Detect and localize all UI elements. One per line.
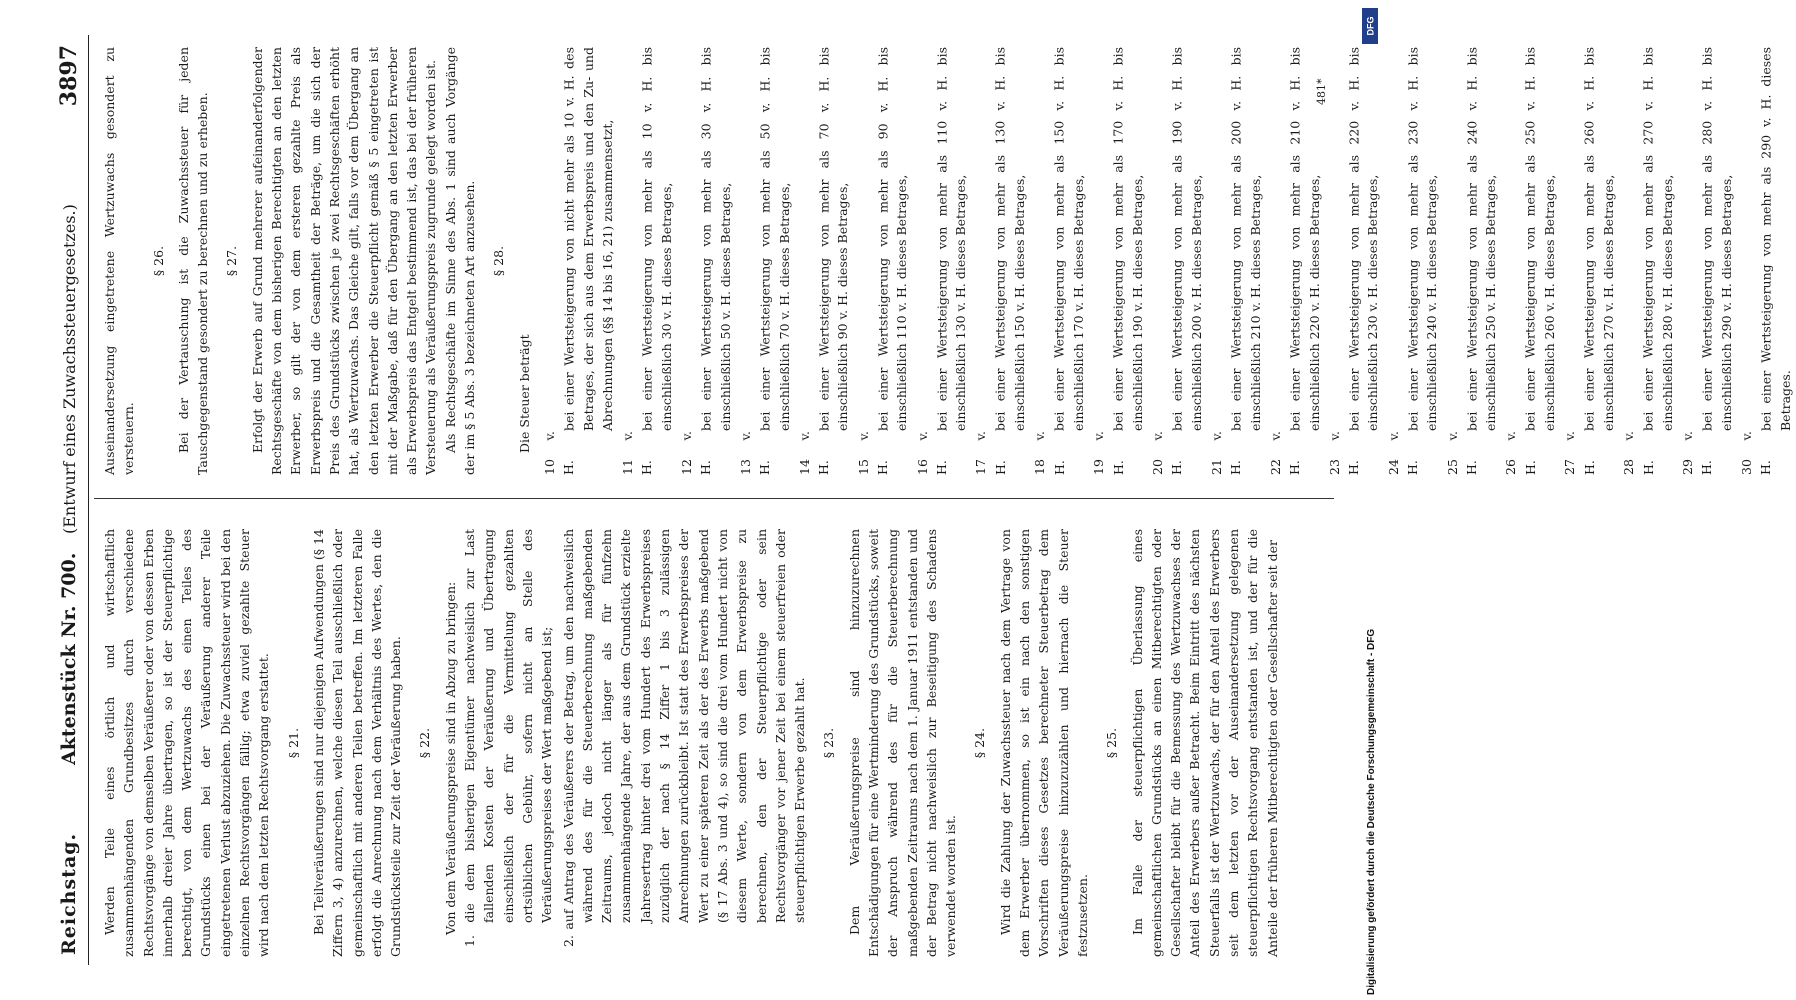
rate-percent: 17 v. H. xyxy=(973,431,1008,475)
rate-text: bei einer Wertsteigerung von mehr als 270 v. H. bis einschließlich 280 v. H. dieses Betrages, xyxy=(1640,47,1675,431)
paragraph: Bei der Vertauschung ist die Zuwachssteuer für jeden Tauschgegenstand gesondert zu berechnen und zu erheben. xyxy=(175,47,211,475)
rate-text: bei einer Wertsteigerung von mehr als 130 v. H. bis einschließlich 150 v. H. dieses Betrages, xyxy=(992,47,1028,431)
rate-row xyxy=(1737,47,1795,475)
rate-text: bei einer Wertsteigerung von nicht mehr als 10 v. H. des Betrages, der sich aus dem Erwerbspreis und den Zu- und Abrechnungen (§§ 14 bis 16, 21) zusammensetzt, xyxy=(561,47,615,431)
rate-row xyxy=(1443,47,1501,475)
rate-percent: 16 v. H. xyxy=(914,431,949,475)
rate-text: bei einer Wertsteigerung von mehr als 70 v. H. bis einschließlich 90 v. H. dieses Betrages, xyxy=(816,47,851,431)
page-number: 3897 xyxy=(56,45,82,107)
rate-text: bei einer Wertsteigerung von mehr als 50 v. H. bis einschließlich 70 v. H. dieses Betrages, xyxy=(757,47,792,431)
rates-intro: Die Steuer beträgt xyxy=(516,334,532,453)
rate-row xyxy=(736,47,794,475)
header-left: Reichstag. xyxy=(58,832,80,955)
rate-row xyxy=(540,47,617,475)
section-heading: § 24. xyxy=(972,727,988,759)
digitization-credit xyxy=(1366,629,1377,995)
rate-text: bei einer Wertsteigerung von mehr als 280 v. H. bis einschließlich 290 v. H. dieses Betrages, xyxy=(1699,47,1734,431)
rate-percent: 12 v. H. xyxy=(679,431,714,475)
signature-mark: 481* xyxy=(1315,78,1328,105)
rates-list xyxy=(540,47,1795,475)
section-heading: § 26. xyxy=(150,245,166,277)
rate-percent: 25 v. H. xyxy=(1444,431,1479,475)
rate-text: bei einer Wertsteigerung von mehr als 260 v. H. bis einschließlich 270 v. H. dieses Betrages, xyxy=(1581,47,1616,431)
paragraph: Bei Teilveräußerungen sind nur diejenigen Aufwendungen (§ 14 Ziffern 3, 4) anzurechnen, welche diesen Teil ausschließlich oder gemeinschaftlich mit anderen Teilen betreffen. Im letzteren Falle erfolgt die Anrechnung nach dem Verhältnis des Wertes, den die Grundstücksteile zur Zeit der Veräußerung haben. xyxy=(310,529,404,957)
rate-text: bei einer Wertsteigerung von mehr als 110 v. H. bis einschließlich 130 v. H. dieses Betrages, xyxy=(933,47,969,431)
header-title xyxy=(58,204,80,765)
rate-percent: 19 v. H. xyxy=(1091,431,1126,475)
rate-row xyxy=(913,47,971,475)
rate-row xyxy=(1678,47,1736,475)
rate-text: bei einer Wertsteigerung von mehr als 230 v. H. bis einschließlich 240 v. H. dieses Betrages, xyxy=(1405,47,1440,431)
section-heading: § 22. xyxy=(417,727,433,759)
rate-row xyxy=(854,47,912,475)
rate-text: bei einer Wertsteigerung von mehr als 170 v. H. bis einschließlich 190 v. H. dieses Betrages, xyxy=(1110,47,1145,431)
rate-text: bei einer Wertsteigerung von mehr als 150 v. H. bis einschließlich 170 v. H. dieses Betrages, xyxy=(1051,47,1086,431)
credit-text: Digitalisierung gefördert durch die Deutsche Forschungsgemeinschaft - xyxy=(1366,652,1377,995)
rate-text: bei einer Wertsteigerung von mehr als 220 v. H. bis einschließlich 230 v. H. dieses Betrages, xyxy=(1346,47,1381,431)
paragraph: Von dem Veräußerungspreise sind in Abzug zu bringen: xyxy=(442,581,458,935)
section-heading: § 23. xyxy=(821,727,837,759)
rate-row xyxy=(1619,47,1677,475)
paragraph: Im Falle der steuerpflichtigen Überlassung eines gemeinschaftlichen Grundstücks an einen Mitberechtigten oder Gesellschafter bleibt für die Bemessung des Wertzuwachses der Anteil des Erwerbers außer Betracht. Beim Eintritt des nächsten Steuerfalls ist der Wertzuwachs, der für den Anteil des Erwerbers seit dem letzten vor der Auseinandersetzung gelegenen steuerpflichtigen Rechtsvorgang entstanden ist, und der für die Anteile der früheren Mitberechtigten oder Gesellschafter seit der xyxy=(1129,529,1280,957)
rate-text: bei einer Wertsteigerung von mehr als 250 v. H. bis einschließlich 260 v. H. dieses Betrages, xyxy=(1522,47,1558,431)
rate-percent: 27 v. H. xyxy=(1562,431,1597,475)
rate-row xyxy=(1501,47,1559,475)
paragraph: Als Rechtsgeschäfte im Sinne des Abs. 1 sind auch Vorgänge der im § 5 Abs. 3 bezeichneten Art anzusehen. xyxy=(442,47,478,475)
section-heading: § 28. xyxy=(491,245,507,277)
rate-percent: 24 v. H. xyxy=(1385,431,1420,475)
rate-row xyxy=(1266,47,1324,475)
rate-percent: 21 v. H. xyxy=(1209,431,1244,475)
rate-text: bei einer Wertsteigerung von mehr als 240 v. H. bis einschließlich 250 v. H. dieses Betrages, xyxy=(1463,47,1499,431)
rate-row xyxy=(618,47,676,475)
rate-row xyxy=(1325,47,1383,475)
rate-row xyxy=(1089,47,1147,475)
rate-row xyxy=(1148,47,1206,475)
section-heading: § 27. xyxy=(224,245,240,277)
rate-row xyxy=(971,47,1029,475)
credit-dfg: DFG xyxy=(1366,628,1377,650)
rate-percent: 22 v. H. xyxy=(1267,431,1303,475)
rate-text: bei einer Wertsteigerung von mehr als 290 v. H. dieses Betrages. xyxy=(1758,47,1793,431)
paragraph: Wird die Zahlung der Zuwachssteuer nach dem Vertrage von dem Erwerber übernommen, so ist ein nach den sonstigen Vorschriften dieses Gesetzes berechneter Steuerbetrag dem Veräußerungspreise hinzuzuzählen und hiernach die Steuer festzusetzen. xyxy=(997,529,1090,957)
rate-percent: 23 v. H. xyxy=(1326,431,1362,475)
dfg-logo: DFG xyxy=(1362,8,1378,44)
rate-percent: 14 v. H. xyxy=(796,431,832,475)
rate-row xyxy=(1207,47,1265,475)
rate-text: bei einer Wertsteigerung von mehr als 210 v. H. bis einschließlich 220 v. H. dieses Betrages, xyxy=(1287,47,1322,431)
rate-percent: 30 v. H. xyxy=(1739,431,1774,475)
rate-text: bei einer Wertsteigerung von mehr als 200 v. H. bis einschließlich 210 v. H. dieses Betrages, xyxy=(1228,47,1263,431)
rate-percent: 18 v. H. xyxy=(1032,431,1067,475)
rate-percent: 15 v. H. xyxy=(855,431,890,475)
rate-text: bei einer Wertsteigerung von mehr als 30 v. H. bis einschließlich 50 v. H. dieses Betrages, xyxy=(698,47,733,431)
paragraph: Dem Veräußerungspreise sind hinzuzurechnen Entschädigungen für eine Wertminderung des Grundstücks, soweit der Anspruch während des für die Steuerberechnung maßgebenden Zeitraums nach dem 1. Januar 1911 entstanden und der Betrag nicht nachweislich zur Beseitigung des Schadens verwendet worden ist. xyxy=(846,529,959,957)
page-header xyxy=(50,35,89,965)
rate-text: bei einer Wertsteigerung von mehr als 190 v. H. bis einschließlich 200 v. H. dieses Betrages, xyxy=(1169,47,1204,431)
paragraph: Auseinandersetzung eingetretene Wertzuwachs gesondert zu versteuern. xyxy=(102,47,137,475)
rate-row xyxy=(677,47,735,475)
rate-row xyxy=(1560,47,1618,475)
rate-percent: 28 v. H. xyxy=(1621,431,1656,475)
paragraph: Erfolgt der Erwerb auf Grund mehrerer aufeinanderfolgender Rechtsgeschäfte von dem bisherigen Berechtigten an den letzten Erwerber, so gilt der von dem ersteren gezahlte Preis als Erwerbspreis und die Gesamtheit der Beträge, um die sich der Preis des Grundstücks zwischen je zwei Rechtsgeschäften erhöht hat, als Wertzuwachs. Das Gleiche gilt, falls vor dem Übergang an den letzten Erwerber die Steuerpflicht gemäß § 5 eingetreten ist mit der Maßgabe, daß für den Übergang an den letzten Erwerber als Erwerbspreis das Entgelt bestimmend ist, das bei der früheren Versteuerung als Veräußerungspreis zugrunde gelegt worden ist. xyxy=(249,47,439,475)
list-item: 2. auf Antrag des Veräußerers der Betrag, um den nachweislich während des für die Steuerberechnung maßgebenden Zeitraums, jedoch nicht länger als für fünfzehn zusammenhängende Jahre, der aus dem Grundstück erzielte Jahresertrag hinter drei vom Hundert des Erwerbspreises zuzüglich der nach § 14 Ziffer 1 bis 3 zulässigen Anrechnungen zurückbleibt. Ist statt des Erwerbspreises der Wert zu einer späteren Zeit als der des Erwerbs maßgebend (§ 17 Abs. 3 und 4), so sind die drei vom Hundert nicht von diesem Werte, sondern von dem Erwerbspreise zu berechnen, den der Steuerpflichtige oder sein Rechtsvorgänger vor jener Zeit bei einem steuerfreien oder steuerpflichtigen Erwerbe gezahlt hat. xyxy=(560,529,808,947)
right-column xyxy=(100,47,1796,475)
rate-percent: 13 v. H. xyxy=(737,431,773,475)
rate-row xyxy=(1384,47,1442,475)
rate-percent: 20 v. H. xyxy=(1150,431,1185,475)
rate-percent: 11 v. H. xyxy=(620,431,655,475)
rate-text: bei einer Wertsteigerung von mehr als 90 v. H. bis einschließlich 110 v. H. dieses Betrages, xyxy=(874,47,910,431)
rate-percent: 26 v. H. xyxy=(1503,431,1538,475)
rate-row xyxy=(1030,47,1088,475)
paragraph: Werden Teile eines örtlich und wirtschaftlich zusammenhängenden Grundbesitzes durch verschiedene Rechtsvorgänge von demselben Veräußerer oder von dessen Erben innerhalb dreier Jahre übertragen, so ist der Steuerpflichtige berechtigt, von dem Wertzuwachs des einen Teiles des Grundstücks einen bei der Veräußerung anderer Teile eingetretenen Verlust abzuziehen. Die Zuwachssteuer wird bei den einzelnen Rechtsvorgängen fällig; etwa zuviel gezahlte Steuer wird nach dem letzten Rechtsvorgang erstattet. xyxy=(102,529,272,957)
left-column xyxy=(100,529,1282,957)
section-heading: § 25. xyxy=(1104,727,1120,759)
header-center: Aktenstück Nr. 700. xyxy=(58,552,80,765)
rate-row xyxy=(795,47,853,475)
header-note: (Entwurf eines Zuwachssteuergesetzes.) xyxy=(60,204,79,535)
section-heading: § 21. xyxy=(285,727,301,759)
rate-text: bei einer Wertsteigerung von mehr als 10 v. H. bis einschließlich 30 v. H. dieses Betrages, xyxy=(639,47,674,431)
column-divider xyxy=(94,498,1334,499)
list-item: 1. die dem bisherigen Eigentümer nachweislich zur Last fallenden Kosten der Veräußerung und Übertragung einschließlich der für die Vermittelung gezahlten ortsüblichen Gebühr, sofern nicht an Stelle des Veräußerungspreises der Wert maßgebend ist; xyxy=(462,529,555,947)
rate-percent: 29 v. H. xyxy=(1680,431,1715,475)
rate-percent: 10 v. H. xyxy=(541,431,577,475)
